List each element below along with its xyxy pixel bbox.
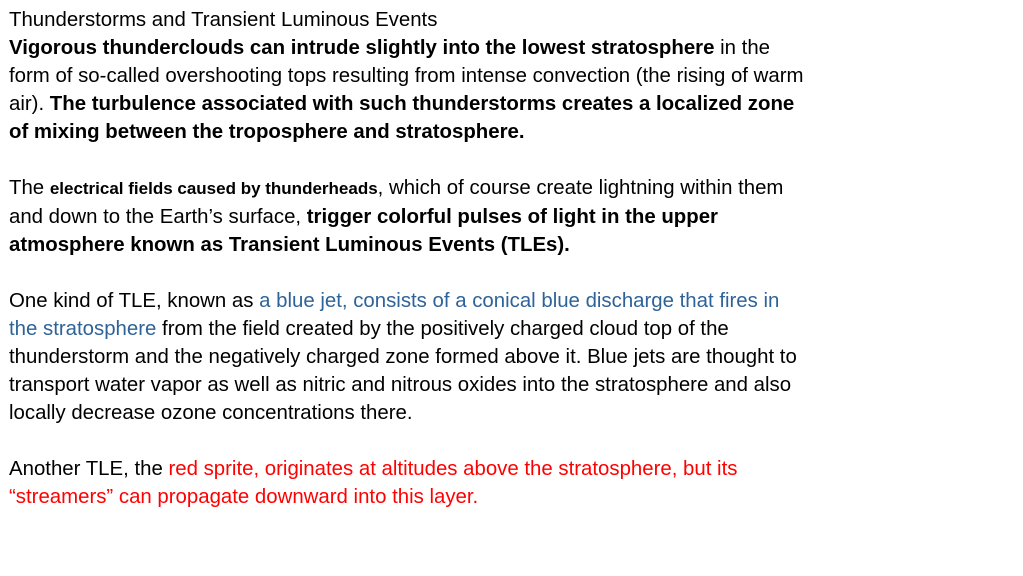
paragraph-spacer: [9, 146, 809, 174]
emphasis-text: Vigorous thunderclouds can intrude slightly into the lowest stratosphere: [9, 37, 715, 59]
paragraph-blue-jet: [9, 287, 809, 427]
paragraph-electrical-fields: [9, 174, 809, 259]
body-text: from the field created by the positively charged cloud top of the thunderstorm and the negatively charged zone formed above it. Blue jets are thought to transport water vapor as well as nitric and nitrous oxides into the stratosphere and also locally decrease ozone concentrations there.: [9, 318, 797, 424]
paragraph-overshooting-tops: [9, 34, 809, 146]
red-highlight-text: red sprite, originates at altitudes above the stratosphere, but its “streamers” can propagate downward into this layer.: [9, 458, 738, 508]
body-text: Another TLE, the: [9, 458, 169, 480]
body-text: The: [9, 177, 50, 199]
body-text: One kind of TLE, known as: [9, 290, 260, 312]
body-text: , which of course create lightning within them and down to the Earth’s surface,: [9, 177, 784, 228]
paragraph-red-sprite: [9, 455, 809, 511]
paragraph-spacer: [9, 259, 809, 287]
slide-text-body: [9, 6, 809, 511]
body-text: in the form of so-called overshooting tops resulting from intense convection (the rising of warm air).: [9, 37, 804, 115]
emphasis-text: trigger colorful pulses of light in the upper atmosphere known as Transient Luminous Events (TLEs).: [9, 206, 718, 256]
emphasis-text: The turbulence associated with such thunderstorms creates a localized zone of mixing between the troposphere and stratosphere.: [9, 93, 795, 143]
slide-title: Thunderstorms and Transient Luminous Events: [9, 9, 438, 31]
emphasis-text: electrical fields caused by thunderheads: [49, 179, 378, 198]
blue-highlight-text: a blue jet, consists of a conical blue discharge that fires in the stratosphere: [9, 290, 780, 340]
paragraph-spacer: [9, 427, 809, 455]
